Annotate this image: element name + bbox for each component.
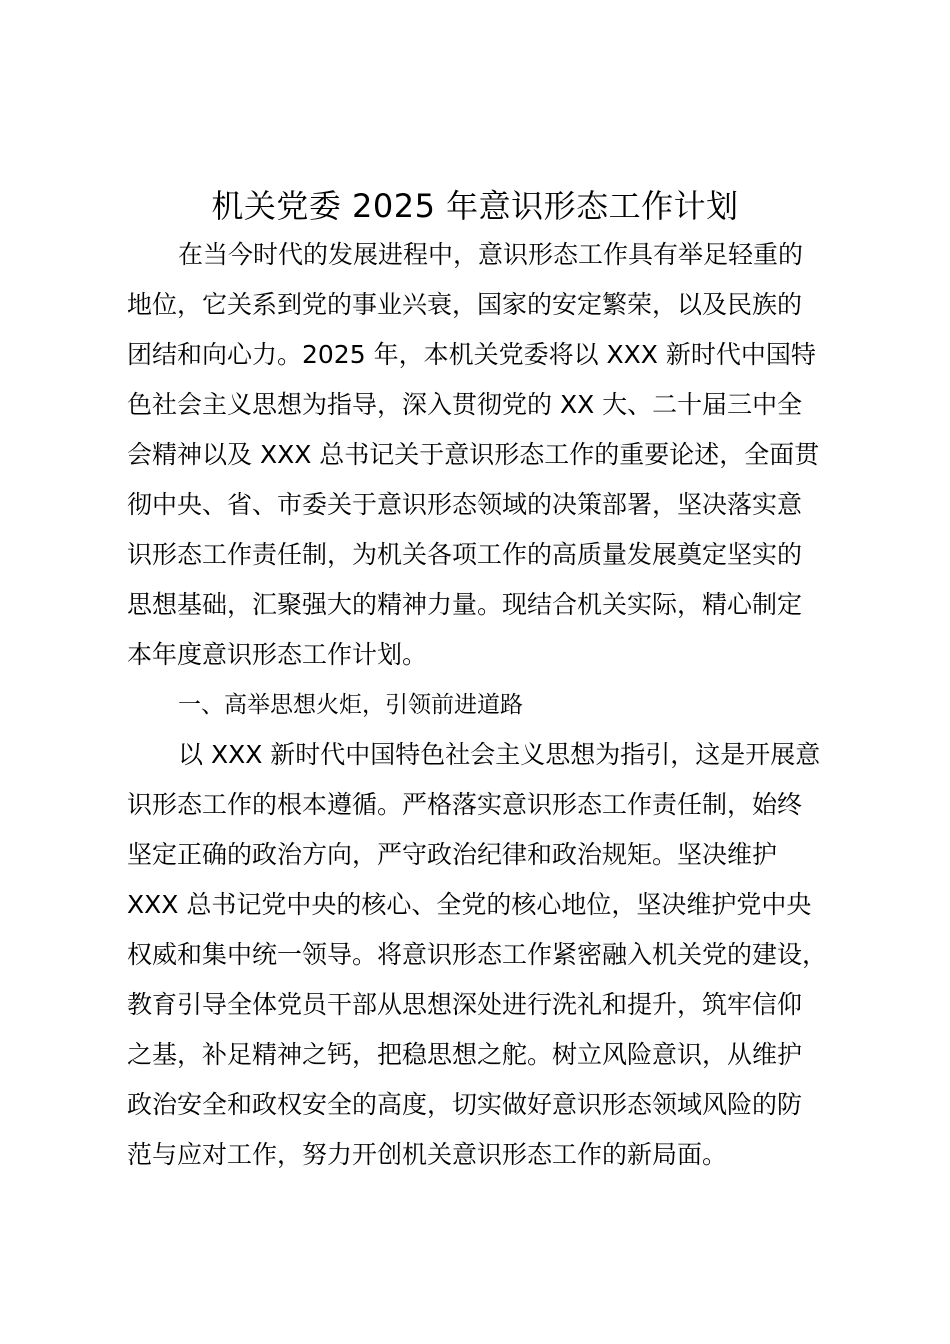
- intro-line-7: 识形态工作责任制，为机关各项工作的高质量发展奠定坚实的: [127, 540, 803, 569]
- section-1-line-8: 政治安全和政权安全的高度，切实做好意识形态领域风险的防: [127, 1090, 803, 1119]
- intro-line-9: 本年度意识形态工作计划。: [127, 640, 428, 669]
- document-title: 机关党委 2025 年意识形态工作计划: [211, 187, 739, 225]
- section-1-line-2: 识形态工作的根本遵循。严格落实意识形态工作责任制，始终: [127, 790, 803, 819]
- intro-line-6: 彻中央、省、市委关于意识形态领域的决策部署，坚决落实意: [127, 490, 803, 519]
- section-1-heading: 一、高举思想火炬，引领前进道路: [178, 692, 523, 718]
- section-1-line-7: 之基，补足精神之钙，把稳思想之舵。树立风险意识，从维护: [127, 1040, 803, 1069]
- section-1-line-1: 以 XXX 新时代中国特色社会主义思想为指引，这是开展意: [178, 740, 821, 769]
- section-1-line-4: XXX 总书记党中央的核心、全党的核心地位，坚决维护党中央: [127, 890, 812, 919]
- intro-line-4: 色社会主义思想为指导，深入贯彻党的 XX 大、二十届三中全: [127, 390, 803, 419]
- section-1-line-9: 范与应对工作，努力开创机关意识形态工作的新局面。: [127, 1140, 728, 1169]
- intro-line-1: 在当今时代的发展进程中，意识形态工作具有举足轻重的: [178, 240, 804, 269]
- section-1-line-3: 坚定正确的政治方向，严守政治纪律和政治规矩。坚决维护: [127, 840, 778, 869]
- intro-line-5: 会精神以及 XXX 总书记关于意识形态工作的重要论述，全面贯: [127, 440, 820, 469]
- intro-line-8: 思想基础，汇聚强大的精神力量。现结合机关实际，精心制定: [127, 590, 803, 619]
- intro-line-3: 团结和向心力。2025 年，本机关党委将以 XXX 新时代中国特: [127, 340, 816, 369]
- section-1-line-6: 教育引导全体党员干部从思想深处进行洗礼和提升，筑牢信仰: [127, 990, 803, 1019]
- section-1-line-5: 权威和集中统一领导。将意识形态工作紧密融入机关党的建设，: [127, 940, 828, 969]
- intro-line-2: 地位，它关系到党的事业兴衰，国家的安定繁荣，以及民族的: [127, 290, 803, 319]
